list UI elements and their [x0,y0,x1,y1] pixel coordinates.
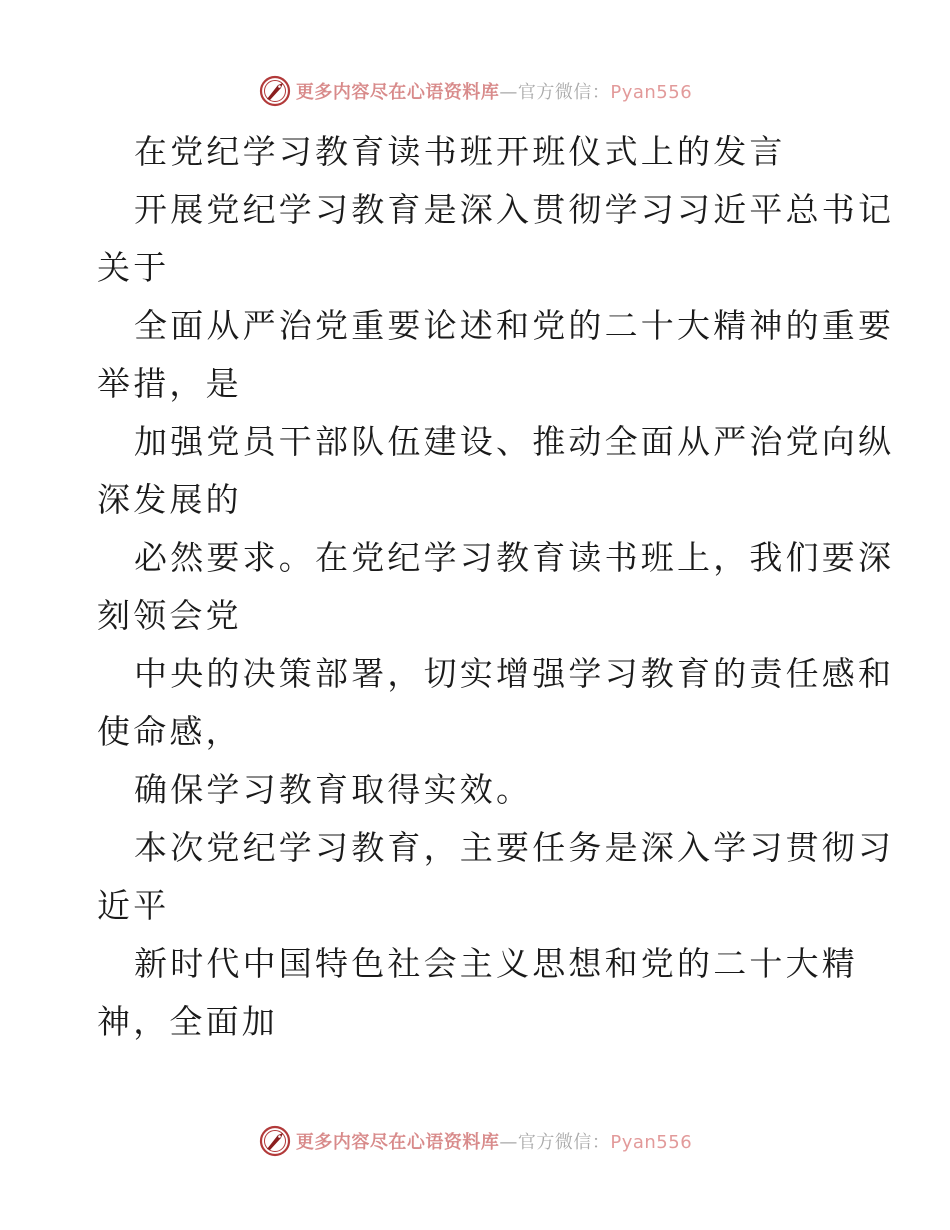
watermark-dash: — [499,82,518,103]
watermark-main-text: 更多内容尽在心语资料库 [295,82,500,103]
header-watermark [0,71,950,111]
watermark-dash: — [499,1132,518,1153]
paragraph-line: 中央的决策部署，切实增强学习教育的责任感和 [134,654,895,693]
watermark-account: Pyan556 [610,1132,693,1153]
watermark-label: 官方微信： [517,1132,611,1153]
paragraph-line: 神，全面加 [97,1002,278,1041]
paragraph-line: 关于 [97,248,170,287]
paragraph-line: 全面从严治党重要论述和党的二十大精神的重要 [134,306,895,345]
paragraph-line: 本次党纪学习教育，主要任务是深入学习贯彻习 [134,828,895,867]
footer-watermark [0,1121,950,1161]
watermark-label: 官方微信： [517,82,611,103]
paragraph-line: 近平 [97,886,170,925]
pen-nib-circle-icon [258,1124,292,1158]
paragraph-line: 刻领会党 [97,596,242,635]
paragraph-line: 加强党员干部队伍建设、推动全面从严治党向纵 [134,422,895,461]
watermark-main-text: 更多内容尽在心语资料库 [295,1132,500,1153]
paragraph-line: 必然要求。在党纪学习教育读书班上，我们要深 [134,538,895,577]
pen-nib-circle-icon [258,74,292,108]
paragraph-line: 深发展的 [97,480,242,519]
paragraph-line: 确保学习教育取得实效。 [134,770,533,809]
document-body [97,123,895,1051]
paragraph-line: 新时代中国特色社会主义思想和党的二十大精 [134,944,858,983]
paragraph-line: 举措，是 [97,364,242,403]
document-title: 在党纪学习教育读书班开班仪式上的发言 [134,132,786,171]
paragraph-line: 开展党纪学习教育是深入贯彻学习习近平总书记 [134,190,895,229]
paragraph-line: 使命感， [97,712,242,751]
watermark-account: Pyan556 [610,82,693,103]
